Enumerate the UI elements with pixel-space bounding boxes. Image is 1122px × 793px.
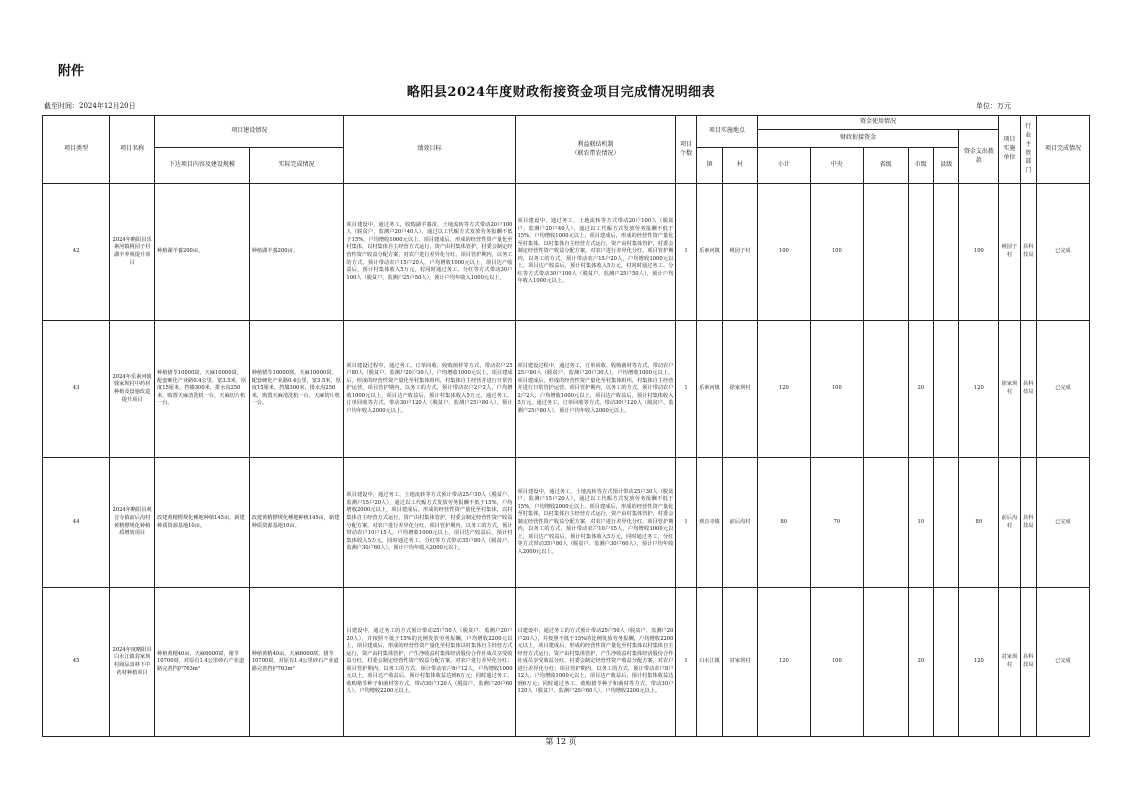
cell-city xyxy=(908,184,933,321)
cell-subtotal: 120 xyxy=(757,588,810,737)
cell-status: 已完成 xyxy=(1036,588,1089,737)
cell-status: 已完成 xyxy=(1036,458,1089,588)
col-performance: 绩效目标 xyxy=(344,116,515,184)
cell-city: 20 xyxy=(908,321,933,458)
cell-actual: 种植猪苓10000窝，天麻10000窝，配套硬化产业路0.4公里，宽3.5米，厚度15厘米，挡墙300米，排水沟250米，购置天麻清洗机一台，天麻切片机一台。 xyxy=(249,321,344,458)
cell-impl-unit: 前后沟村 xyxy=(999,458,1020,588)
cell-count: 1 xyxy=(676,321,696,458)
cell-name: 2024年度略阳县白水江镇封家坝村商品食林下中药材种植项目 xyxy=(110,588,155,737)
project-table xyxy=(42,115,1090,737)
cell-spent: 120 xyxy=(959,588,999,737)
col-actual: 实际完成情况 xyxy=(249,148,344,184)
table-row xyxy=(43,588,1090,737)
cell-village: 徐家坝村 xyxy=(723,321,758,458)
col-impl-unit: 项目实施单位 xyxy=(999,116,1020,184)
col-subtotal: 小计 xyxy=(757,148,810,184)
table-row xyxy=(43,184,1090,321)
col-planned: 下达项目内容及建设规模 xyxy=(155,148,250,184)
table-row xyxy=(43,321,1090,458)
cell-planned: 种植湖羊養200亩。 xyxy=(155,184,250,321)
cell-count: 1 xyxy=(676,588,696,737)
cell-dept: 县科技局 xyxy=(1020,458,1036,588)
cell-town: 乐素河镇 xyxy=(696,321,722,458)
col-status: 项目完成情况 xyxy=(1036,116,1089,184)
cell-dept: 县科技局 xyxy=(1020,588,1036,737)
attachment-label: 附件 xyxy=(58,64,85,79)
cell-planned: 种植猪苓10000窝，天麻10000窝，配套硬化产业路0.4公里，宽3.5米，厚度15厘米，挡墙300米，排水沟250米，购置天麻清洗机一台，天麻切片机一台。 xyxy=(155,321,250,458)
col-province: 省级 xyxy=(863,148,908,184)
cell-impl-unit: 封家坝村 xyxy=(999,588,1020,737)
cell-city: 10 xyxy=(908,458,933,588)
cell-type: 44 xyxy=(43,458,110,588)
cell-dept: 县科技局 xyxy=(1020,184,1036,321)
col-benefit: 利益联结机制 （联农带农情况） xyxy=(515,116,676,184)
col-city: 市级 xyxy=(908,148,933,184)
cell-planned: 改建黄精標规化種地种植145亩，新建种质资源基地10亩。 xyxy=(155,458,250,588)
cell-status: 已完成 xyxy=(1036,184,1089,321)
page-number: 第 12 页 xyxy=(545,737,577,746)
col-construction: 项目建设情况 xyxy=(155,116,344,148)
cell-county xyxy=(934,184,959,321)
cell-name: 2024年略阳县观音寺镇前后沟村黄精標规化种植质增效项目 xyxy=(110,458,155,588)
cell-performance: 项目建设中，通过务工，收购湖羊養苗，土地流转等方式带动20户100人（脱贫户、监测户20户40人），通过以工代赈方式发放劳务报酬不低于15%，户均增收1000元以上，项目建成后，形成的经营性资产量化至村集体，以村集体自主经营方式运行，资产由村集体管护，村委会制定经营性资产收益分配方案，对农户进行差异化分红，项目管护期内，以务工的方式，预计带动农户15户20人，户均增收1000元以上，项目达产收益后，预计村集体收入5万元，村同时通过务工、分红等方式带动30户100人（脱贫户、监测户25户50人），预计户均年收入1000元以上。 xyxy=(344,184,515,321)
page-title: 略阳县2024年度财政衔接资金项目完成情况明细表 xyxy=(406,85,716,100)
cell-planned: 种植黄精40亩，天麻6000窝，猪苓10700窝，对原有1.4公里砂石产业道路完善挡护763m³ xyxy=(155,588,250,737)
cell-town: 观音寺镇 xyxy=(696,458,722,588)
cell-subtotal: 120 xyxy=(757,321,810,458)
cell-village: 封家坝村 xyxy=(723,588,758,737)
cell-actual: 种植黄精40亩，天麻6000窝，猪苓10700窝，对原有1.4公里砂石产业道路完善挡护763m³ xyxy=(249,588,344,737)
col-count: 项目个数 xyxy=(676,116,696,184)
cell-county xyxy=(934,458,959,588)
cell-county xyxy=(934,588,959,737)
cell-town: 乐素河镇 xyxy=(696,184,722,321)
cell-central: 100 xyxy=(810,588,863,737)
table-row xyxy=(43,458,1090,588)
cell-type: 43 xyxy=(43,321,110,458)
cell-subtotal: 100 xyxy=(757,184,810,321)
cell-spent: 80 xyxy=(959,458,999,588)
cell-performance: 项目建设中，通过务工，土地流转等方式预计带动25户30人（脱贫户、监测户15户20人），通过以工代赈方式发放劳务报酬不低于15%，户均增收2000元以上，项目建成后，形成的经营性资产量化至村集体，以村集体自主经营方式运行，资产由村集体管护，村委会制定经营性资产收益分配方案，对农户进行差异化分红，项目管护期内，以务工的方式，预计带动农户10户15人，户均增收1000元以上，项目达产收益后，预计村集体收入5万元，同时通过务工、分红等方式带动35户80人（脱贫户、监测户30户60人），预计户均年收入2000元以上。 xyxy=(344,458,515,588)
cell-subtotal: 80 xyxy=(757,458,810,588)
cell-status: 已完成 xyxy=(1036,321,1089,458)
cell-type: 42 xyxy=(43,184,110,321)
col-fund-usage: 资金使用情况 xyxy=(757,116,998,130)
cell-benefit: 目建设中，通过务工的方式预计带动25户50人（脱贫户、监测户20户20人），并按照不低于15%的比例发放劳务报酬，户均增收2200元以上，项目建成后，形成的经营性资产量化至村集体以村集体自主经营方式运行，资产由村集体管护，产生净收益村集体经济股份合作社成员享受收益分红，村委会制定经营性资产收益分配方案，对农户进行差异化分红；项目管护期内，以务工的方式，预计带动农户8户12人，户均增收1000元以上，项目达产收益后，预计村集体收益达到6万元；同时通过务工、收购猪苓种子和菌材等方式，带动30户120人（脱贫户、监测户20户60人），户均增收2200元以上。 xyxy=(515,588,676,737)
cell-province xyxy=(863,184,908,321)
col-type: 项目类型 xyxy=(43,116,110,184)
cell-province xyxy=(863,321,908,458)
cell-count: 1 xyxy=(676,184,696,321)
cell-benefit: 项目建设中，通过务工，土地流转等方式预计带动25户30人（脱贫户、监测户15户20人），通过以工代赈方式发放劳务报酬不低于15%，户均增收2000元以上，项目建成后，形成的经营性资产量化至村集体，以村集体自主经营方式运行，资产由村集体管护，村委会制定经营性资产收益分配方案，对农户进行差异化分红，项目管护期内，以务工的方式，预计带动农户10户15人，户均增收1000元以上，项目达产收益后，预计村集体收入5万元，同时通过务工、分红等方式带动35户80人（脱贫户、监测户30户60人），预计户均年收入2000元以上。 xyxy=(515,458,676,588)
cell-actual: 改建黄精標规化種地种植145亩，新建种质资源基地10亩。 xyxy=(249,458,344,588)
cell-name: 2024年乐素河镇徐家坝村中药材种植及设施改造提升项目 xyxy=(110,321,155,458)
unit-label: 单位：万元 xyxy=(976,102,1011,110)
col-county: 县级 xyxy=(934,148,959,184)
cell-impl-unit: 徐家坝村 xyxy=(999,321,1020,458)
cell-dept: 县科技局 xyxy=(1020,321,1036,458)
col-location: 项目实施地点 xyxy=(696,116,757,148)
cell-village: 前后沟村 xyxy=(723,458,758,588)
cell-central: 70 xyxy=(810,458,863,588)
cell-central: 100 xyxy=(810,184,863,321)
cell-performance: 目建设中，通过务工的方式预计带动25户50人（脱贫户、监测户20户20人），并按照不低于15%的比例发放劳务报酬，户均增收2200元以上，项目建成后，形成的经营性资产量化至村集体以村集体自主经营方式运行，资产由村集体管护，产生净收益村集体经济股份合作社成员享受收益分红，村委会制定经营性资产收益分配方案，对农户进行差异化分红；项目管护期内，以务工的方式，预计带动农户8户12人，户均增收1000元以上，项目达产收益后，预计村集体收益达到6万元；同时通过务工、收购猪苓种子和菌材等方式，带动30户120人（脱贫户、监测户20户60人），户均增收2200元以上。 xyxy=(344,588,515,737)
cell-town: 白水江镇 xyxy=(696,588,722,737)
cell-impl-unit: 桃园子村 xyxy=(999,184,1020,321)
col-village: 村 xyxy=(723,148,758,184)
col-dept: 行业主管部门 xyxy=(1020,116,1036,184)
cell-province xyxy=(863,458,908,588)
cell-performance: 项目建设过程中，通过务工，订单回收、收购菌材等方式，带动农户25户80人（脱贫户、监测户20户30人），户均增收1000元以上，项目建成后，形成的经营性资产量化至村集体组织，村集体自主经营并进行日常管护运营，项目管护期内，以务工的方式，预计带动农户2户2人，户均增收1000元以上，项目达产收益后，预计村集体收入5万元，通过务工，订单回收等方式，带动30户120人（脱贫户、监测户25户80人），预计户均年收入2000元以上。 xyxy=(344,321,515,458)
cell-village: 桃园子村 xyxy=(723,184,758,321)
cell-central: 100 xyxy=(810,321,863,458)
cell-benefit: 项目建设中，通过务工，土地流转等方式带动20户100人（脱贫户、监测户20户40人），通过以工代赈方式发放劳务报酬不低于15%，户均增收1000元以上，项目建成后，形成的经营性资产量化至村集体，以村集体自主经营方式运行，资产由村集体管护，村委会制定经营性资产收益分配方案，对农户进行差异化分红，项目管护期内，以务工的方式，预计带动农户15户20人，户均增收1000元以上，项目达产收益后，预计村集体收入5万元，村同时通过务工、分红等方式带动30户100人（脱贫户、监测户25户50人），预计户均年收入1000元以上。 xyxy=(515,184,676,321)
cell-spent: 100 xyxy=(959,184,999,321)
cell-province xyxy=(863,588,908,737)
col-name: 项目名称 xyxy=(110,116,155,184)
col-central: 中央 xyxy=(810,148,863,184)
cell-type: 45 xyxy=(43,588,110,737)
cell-county xyxy=(934,321,959,458)
col-spent: 资金支出拨款 xyxy=(959,130,999,184)
col-town: 镇 xyxy=(696,148,722,184)
cutoff-date: 截至时间：2024年12月20日 xyxy=(44,102,136,110)
cell-city: 20 xyxy=(908,588,933,737)
col-fiscal-fund: 财政衔接资金 xyxy=(757,130,959,148)
cell-actual: 种植湖羊養200亩。 xyxy=(249,184,344,321)
cell-spent: 120 xyxy=(959,321,999,458)
cell-name: 2024年略阳县乐素河镇桃园子村湖羊养殖提升项目 xyxy=(110,184,155,321)
cell-benefit: 项目建设过程中，通过务工，订单回收、收购菌材等方式，带动农户25户80人（脱贫户、监测户20户30人），户均增收1000元以上，项目建成后，形成的经营性资产量化至村集体组织，村集体自主经营并进行日常管护运营，项目管护期内，以务工的方式，预计带动农户2户2人，户均增收1000元以上，项目达产收益后，预计村集体收入5万元，通过务工，订单回收等方式，带动30户120人（脱贫户、监测户25户80人），预计户均年收入2000元以上。 xyxy=(515,321,676,458)
cell-count: 1 xyxy=(676,458,696,588)
